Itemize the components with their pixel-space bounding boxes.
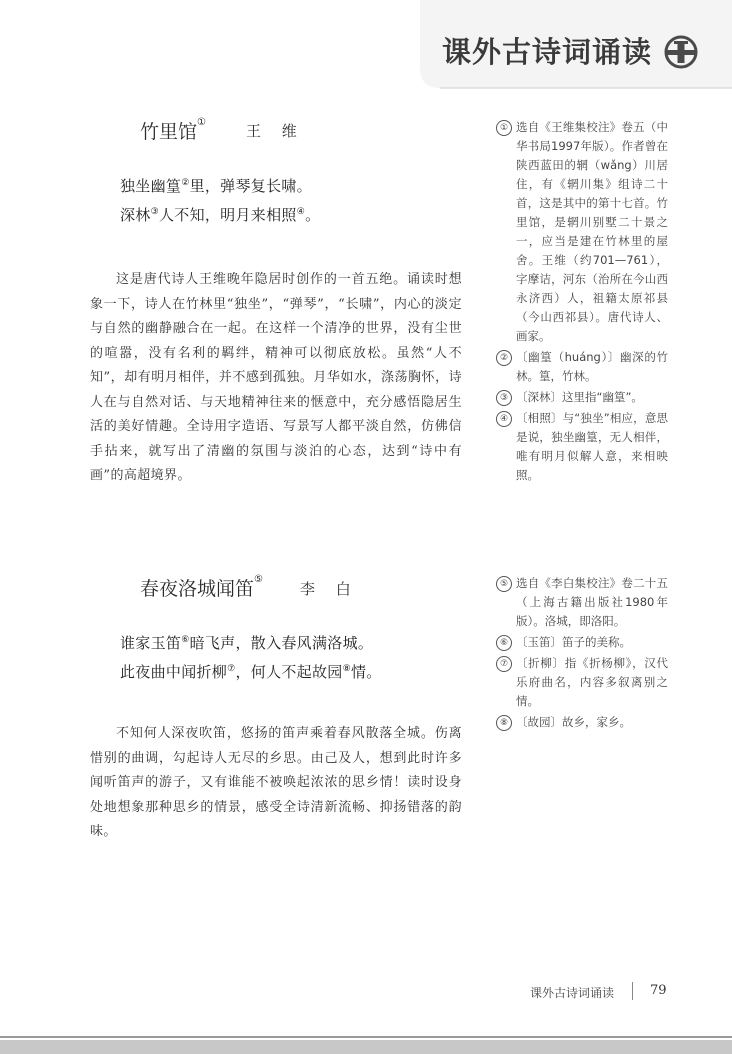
footer-divider [632,982,633,1000]
footnote: ⑥ 〔玉笛〕笛子的美称。 [496,633,668,652]
footnote: ③ 〔深林〕这里指“幽篁”。 [496,388,668,407]
poem-title: 春夜洛城闻笛⑤ [140,574,263,600]
poem-author: 李 白 [300,580,359,598]
verse-line: 独坐幽篁②里，弹琴复长啸。 [120,177,312,195]
footnote: ② 〔幽篁（huáng）〕幽深的竹林。篁，竹林。 [496,348,668,386]
poem-title: 竹里馆① [140,117,206,143]
unit-badge [663,34,699,70]
section-title: 课外古诗词诵读 [442,35,653,69]
page-number: 79 [650,983,667,998]
footnotes [496,118,668,487]
poem-commentary: 这是唐代诗人王维晚年隐居时创作的一首五绝。诵读时想象一下，诗人在竹林里“独坐”，“弹琴”，“长啸”，内心的淡定与自然的幽静融合在一起。在这样一个清净的世界，没有尘世的喧嚣，没有名利的羁绊，精神可以彻底放松。虽然“人不知”，却有明月相伴，并不感到孤独。月华如水，涤荡胸怀，诗人在与自然对话、与天地精神往来的惬意中，充分感悟隐居生活的美好情趣。全诗用字造语、写景写人都平淡自然，仿佛信手拈来，就写出了清幽的氛围与淡泊的心态，达到“诗中有画”的高超境界。 [90,272,462,483]
footnote: ① 选自《王维集校注》卷五（中华书局1997年版）。作者曾在陕西蓝田的辋（wǎng）川居住，有《辋川集》组诗二十首，这是其中的第十七首。竹里馆，是辋川别墅二十景之一，应当是建在竹林里的屋舍。王维（约701—761），字摩诘，河东（治所在今山西永济西）人，祖籍太原祁县（今山西祁县）。唐代诗人、画家。 [496,118,668,346]
poem-verse [120,627,382,685]
footer-label: 课外古诗词诵读 [530,986,615,1000]
unit-badge-number: 1 [681,34,682,35]
verse-line: 此夜曲中闻折柳⑦，何人不起故园⑧情。 [120,663,382,681]
footnote: ⑦ 〔折柳〕指《折杨柳》，汉代乐府曲名，内容多叙离别之情。 [496,654,668,711]
footnote: ⑧ 〔故园〕故乡，家乡。 [496,713,668,732]
bottom-rule [0,1036,732,1038]
footnote: ④ 〔相照〕与“独坐”相应，意思是说，独坐幽篁，无人相伴，唯有明月似解人意，来相映照。 [496,409,668,485]
footnotes [496,574,668,734]
verse-line: 谁家玉笛⑥暗飞声，散入春风满洛城。 [120,634,374,652]
poem-verse [120,170,320,228]
poem-author: 王 维 [246,122,305,140]
poem-commentary: 不知何人深夜吹笛，悠扬的笛声乘着春风散落全城。伤离惜别的曲调，勾起诗人无尽的乡思。由己及人，想到此时许多闻听笛声的游子，又有谁能不被唤起浓浓的思乡情！读时设身处地想象那种思乡的情景，感受全诗清新流畅、抑扬错落的韵味。 [90,726,462,839]
footnote: ⑤ 选自《李白集校注》卷二十五（上海古籍出版社1980年版）。洛城，即洛阳。 [496,574,668,631]
bottom-bar [0,1040,732,1054]
verse-line: 深林③人不知，明月来相照④。 [120,206,321,224]
